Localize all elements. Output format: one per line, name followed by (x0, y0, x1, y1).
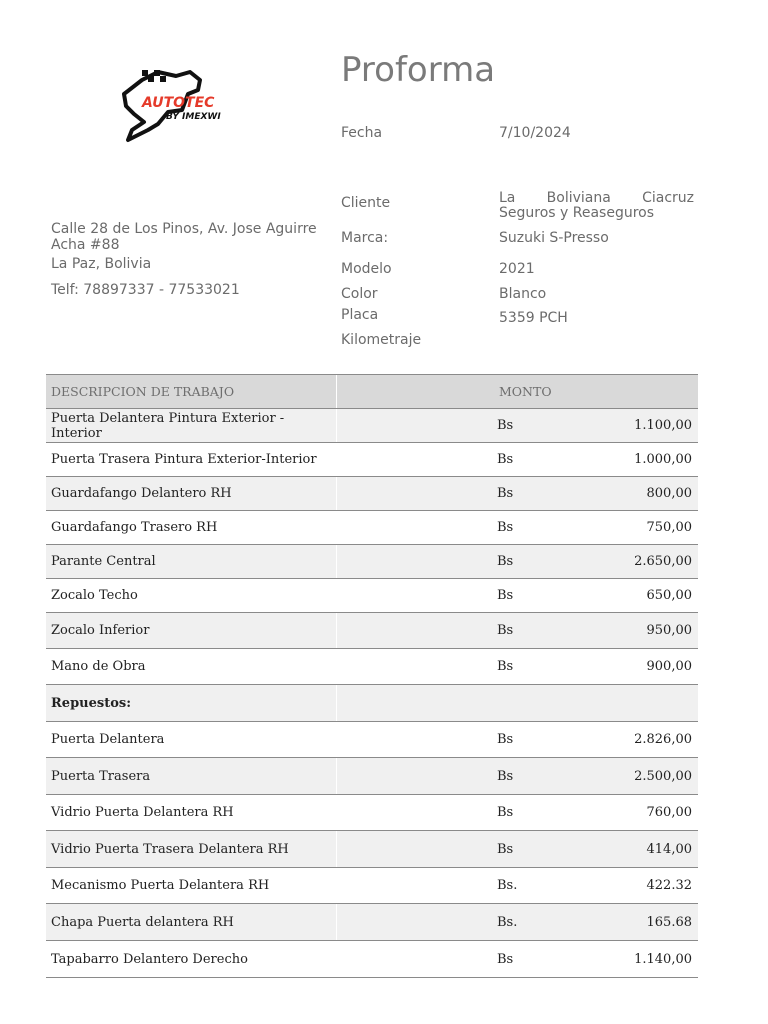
row-currency: Bs (337, 941, 585, 978)
row-currency (337, 685, 585, 722)
row-currency: Bs. (337, 868, 585, 904)
row-amount: 1.140,00 (584, 941, 698, 978)
row-currency: Bs (337, 722, 585, 758)
row-amount: 165.68 (584, 904, 698, 941)
row-description: Vidrio Puerta Delantera RH (46, 795, 337, 831)
fecha-label: Fecha (341, 125, 383, 141)
row-description: Puerta Trasera (46, 758, 337, 795)
row-amount: 2.650,00 (584, 545, 698, 579)
cliente-label: Cliente (341, 195, 391, 211)
header-description: DESCRIPCION DE TRABAJO (46, 375, 337, 409)
placa-value: 5359 PCH (499, 310, 568, 326)
company-address (51, 221, 331, 253)
table-row (46, 613, 698, 649)
table-row (46, 511, 698, 545)
row-currency: Bs (337, 511, 585, 545)
cliente-value-line1: La Boliviana Ciacruz (499, 190, 694, 206)
row-description: Mecanismo Puerta Delantera RH (46, 868, 337, 904)
modelo-label: Modelo (341, 261, 392, 277)
modelo-value: 2021 (499, 261, 535, 277)
logo-brand-text: AUTOTEC (142, 95, 215, 111)
row-currency: Bs (337, 409, 585, 443)
row-amount: 950,00 (584, 613, 698, 649)
row-amount: 2.826,00 (584, 722, 698, 758)
row-amount: 750,00 (584, 511, 698, 545)
header-amount: MONTO (337, 375, 585, 409)
company-logo (118, 50, 254, 172)
items-table (46, 374, 698, 978)
row-amount: 422.32 (584, 868, 698, 904)
row-currency: Bs (337, 579, 585, 613)
row-currency: Bs (337, 443, 585, 477)
table-row (46, 941, 698, 978)
marca-label: Marca: (341, 230, 389, 246)
row-description: Puerta Delantera Pintura Exterior - Interior (46, 409, 337, 443)
row-currency: Bs. (337, 904, 585, 941)
row-currency: Bs (337, 477, 585, 511)
row-description: Zocalo Techo (46, 579, 337, 613)
marca-value: Suzuki S-Presso (499, 230, 609, 246)
table-row (46, 795, 698, 831)
company-city: La Paz, Bolivia (51, 256, 152, 272)
row-description: Puerta Trasera Pintura Exterior-Interior (46, 443, 337, 477)
row-amount: 2.500,00 (584, 758, 698, 795)
row-description: Vidrio Puerta Trasera Delantera RH (46, 831, 337, 868)
row-description: Zocalo Inferior (46, 613, 337, 649)
row-description: Mano de Obra (46, 649, 337, 685)
row-amount: 800,00 (584, 477, 698, 511)
row-currency: Bs (337, 831, 585, 868)
table-row (46, 685, 698, 722)
kilometraje-label: Kilometraje (341, 332, 422, 348)
table-row (46, 409, 698, 443)
color-value: Blanco (499, 286, 547, 302)
row-description: Guardafango Trasero RH (46, 511, 337, 545)
cliente-value-line2: Seguros y Reaseguros (499, 205, 655, 221)
table-row (46, 477, 698, 511)
autotec-logo-graphic (118, 50, 254, 172)
table-row (46, 545, 698, 579)
row-amount: 760,00 (584, 795, 698, 831)
row-amount: 1.000,00 (584, 443, 698, 477)
table-row (46, 649, 698, 685)
cliente-value (499, 191, 694, 221)
row-description: Puerta Delantera (46, 722, 337, 758)
table-row (46, 722, 698, 758)
row-description: Parante Central (46, 545, 337, 579)
row-currency: Bs (337, 613, 585, 649)
row-amount: 650,00 (584, 579, 698, 613)
table-header (46, 375, 698, 409)
row-description: Guardafango Delantero RH (46, 477, 337, 511)
row-currency: Bs (337, 649, 585, 685)
header-amount-spacer (584, 375, 698, 409)
color-label: Color (341, 286, 378, 302)
row-amount: 900,00 (584, 649, 698, 685)
table-row (46, 904, 698, 941)
table-row (46, 579, 698, 613)
row-currency: Bs (337, 758, 585, 795)
placa-label: Placa (341, 307, 379, 323)
address-line1: Calle 28 de Los Pinos, Av. Jose Aguirre (51, 221, 317, 237)
logo-sub-text: BY IMEXWI (166, 112, 221, 122)
fecha-value: 7/10/2024 (499, 125, 571, 141)
row-currency: Bs (337, 795, 585, 831)
row-description: Chapa Puerta delantera RH (46, 904, 337, 941)
row-amount: 414,00 (584, 831, 698, 868)
page-title: Proforma (341, 50, 496, 90)
row-description: Repuestos: (46, 685, 337, 722)
row-amount: 1.100,00 (584, 409, 698, 443)
table-row (46, 758, 698, 795)
row-currency: Bs (337, 545, 585, 579)
table-row (46, 443, 698, 477)
row-description: Tapabarro Delantero Derecho (46, 941, 337, 978)
table-row (46, 831, 698, 868)
row-amount (584, 685, 698, 722)
table-row (46, 868, 698, 904)
company-phone: Telf: 78897337 - 77533021 (51, 282, 240, 298)
address-line2: Acha #88 (51, 237, 120, 253)
